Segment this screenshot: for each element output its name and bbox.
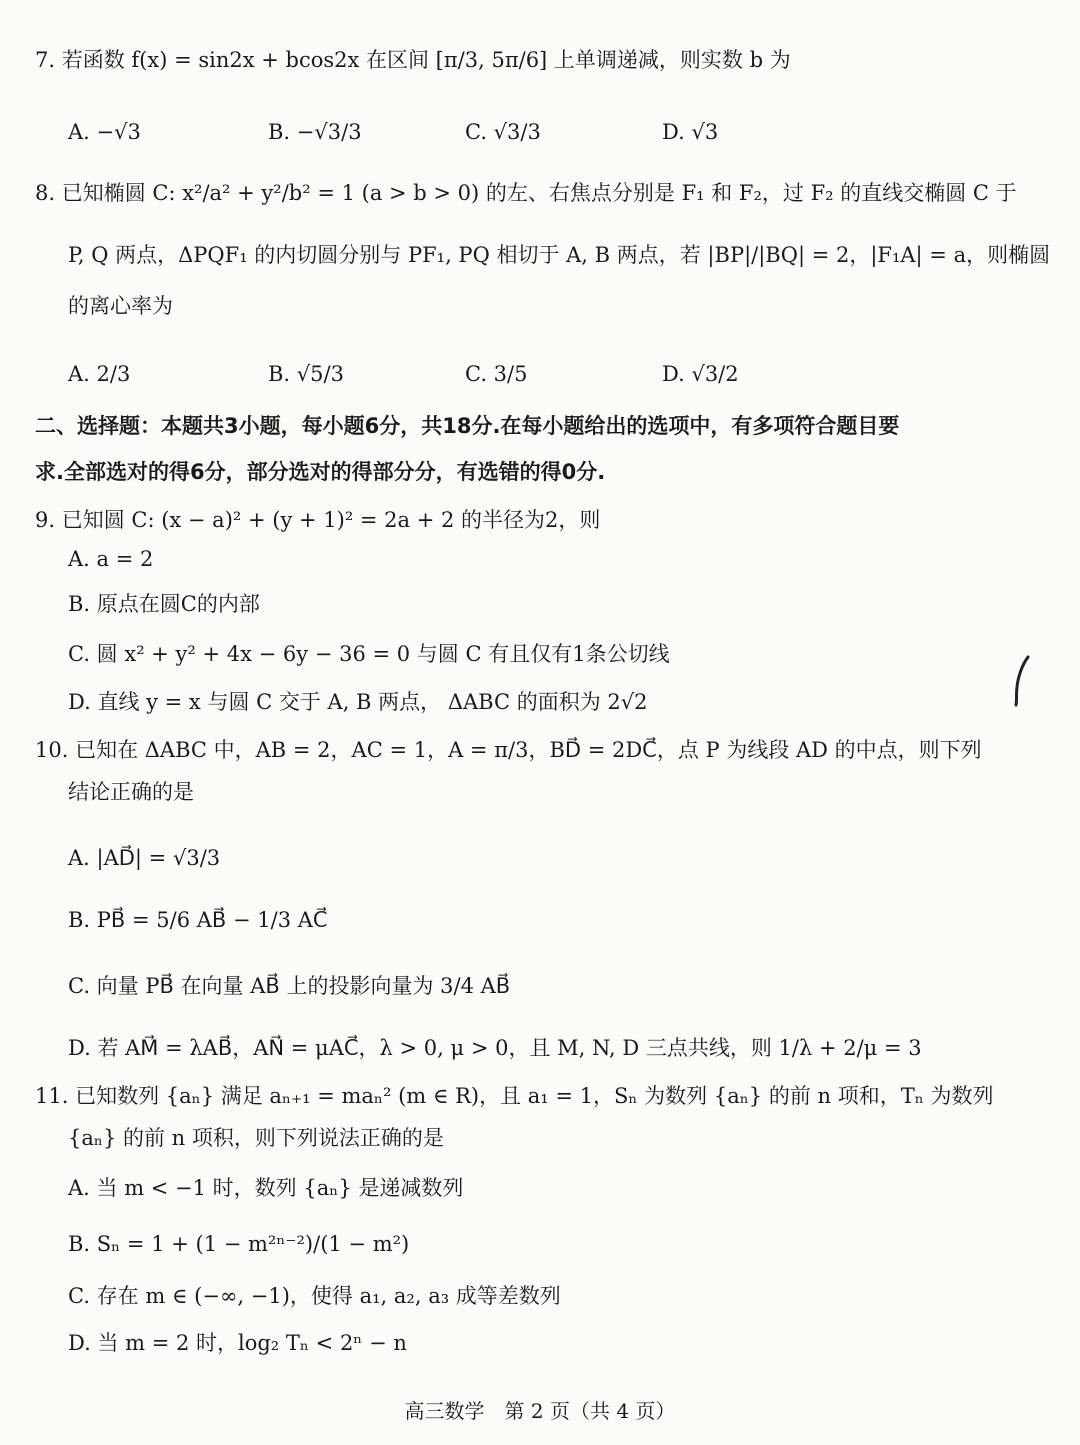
q7-option-c: C. √3/3 <box>465 120 541 144</box>
q11-option-c: C. 存在 m ∈ (−∞, −1)，使得 a₁, a₂, a₃ 成等差数列 <box>68 1284 561 1308</box>
q8-stem-line-3: 的离心率为 <box>68 294 173 318</box>
q10-option-d: D. 若 AM⃗ = λAB⃗，AN⃗ = μAC⃗，λ > 0, μ > 0，且 M, N, D 三点共线，则 1/λ + 2/μ = 3 <box>68 1036 922 1060</box>
q8-stem-line-2: P, Q 两点，ΔPQF₁ 的内切圆分别与 PF₁, PQ 相切于 A, B 两点，若 |BP|/|BQ| = 2，|F₁A| = a，则椭圆 <box>68 243 1051 267</box>
q8-option-d: D. √3/2 <box>662 362 739 386</box>
q11-option-d: D. 当 m = 2 时，log₂ Tₙ < 2ⁿ − n <box>68 1331 407 1355</box>
q10-stem-line-1: 10. 已知在 ΔABC 中，AB = 2，AC = 1，A = π/3，BD⃗ = 2DC⃗，点 P 为线段 AD 的中点，则下列 <box>35 738 982 762</box>
q9-option-a: A. a = 2 <box>68 547 154 571</box>
q11-option-a: A. 当 m < −1 时，数列 {aₙ} 是递减数列 <box>68 1176 464 1200</box>
q8-stem-line-1: 8. 已知椭圆 C: x²/a² + y²/b² = 1 (a > b > 0) 的左、右焦点分别是 F₁ 和 F₂，过 F₂ 的直线交椭圆 C 于 <box>35 181 1017 205</box>
q7-option-a: A. −√3 <box>68 120 141 144</box>
q9-stem: 9. 已知圆 C: (x − a)² + (y + 1)² = 2a + 2 的半径为2，则 <box>35 508 601 532</box>
q8-option-b: B. √5/3 <box>268 362 344 386</box>
q10-option-c: C. 向量 PB⃗ 在向量 AB⃗ 上的投影向量为 3/4 AB⃗ <box>68 974 511 998</box>
q9-option-d: D. 直线 y = x 与圆 C 交于 A, B 两点， ΔABC 的面积为 2√2 <box>68 690 648 714</box>
q7-option-b: B. −√3/3 <box>268 120 362 144</box>
q11-stem-line-2: {aₙ} 的前 n 项积，则下列说法正确的是 <box>68 1126 444 1150</box>
page-footer: 高三数学 第 2 页（共 4 页） <box>404 1399 676 1423</box>
q11-stem-line-1: 11. 已知数列 {aₙ} 满足 aₙ₊₁ = maₙ² (m ∈ R)，且 a₁ = 1，Sₙ 为数列 {aₙ} 的前 n 项和，Tₙ 为数列 <box>35 1084 994 1108</box>
q7-option-d: D. √3 <box>662 120 719 144</box>
section-2-heading-line-1: 二、选择题：本题共3小题，每小题6分，共18分.在每小题给出的选项中，有多项符合题目要 <box>35 414 900 438</box>
q8-option-c: C. 3/5 <box>465 362 528 386</box>
q10-option-a: A. |AD⃗| = √3/3 <box>68 846 221 870</box>
q10-option-b: B. PB⃗ = 5/6 AB⃗ − 1/3 AC⃗ <box>68 908 328 932</box>
q8-option-a: A. 2/3 <box>68 362 131 386</box>
q9-option-b: B. 原点在圆C的内部 <box>68 592 260 616</box>
pencil-mark-icon <box>1012 655 1032 707</box>
q10-stem-line-2: 结论正确的是 <box>68 780 194 804</box>
q9-option-c: C. 圆 x² + y² + 4x − 6y − 36 = 0 与圆 C 有且仅有1条公切线 <box>68 642 670 666</box>
q11-option-b: B. Sₙ = 1 + (1 − m²ⁿ⁻²)/(1 − m²) <box>68 1232 410 1256</box>
q7-stem: 7. 若函数 f(x) = sin2x + bcos2x 在区间 [π/3, 5π/6] 上单调递减，则实数 b 为 <box>35 48 791 72</box>
section-2-heading-line-2: 求.全部选对的得6分，部分选对的得部分分，有选错的得0分. <box>35 460 606 484</box>
